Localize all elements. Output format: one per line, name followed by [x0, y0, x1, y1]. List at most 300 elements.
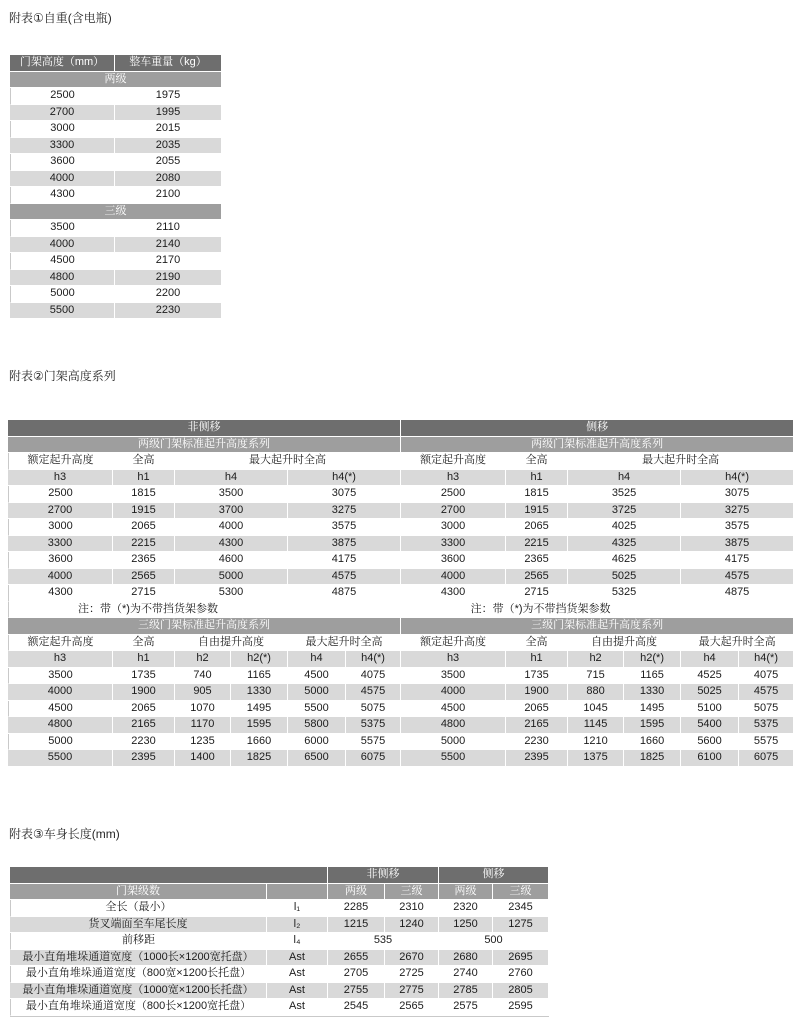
data-cell: 4000 — [401, 569, 506, 586]
table-row — [10, 253, 222, 270]
param-symbol: l₄ — [267, 933, 328, 950]
data-cell: 2165 — [113, 717, 175, 734]
data-cell: 2725 — [385, 966, 439, 983]
group-header: 额定起升高度 — [8, 453, 113, 470]
column-header: 门架级数 — [10, 884, 267, 901]
data-cell: 2715 — [113, 585, 175, 602]
data-cell: 3725 — [568, 503, 681, 520]
data-cell: 1825 — [231, 750, 288, 767]
data-cell: 4600 — [175, 552, 288, 569]
table3-title: 附表③车身长度(mm) — [9, 827, 120, 841]
data-cell: 3275 — [288, 503, 401, 520]
data-cell: 3875 — [288, 536, 401, 553]
table-row — [8, 503, 794, 520]
sub-header: h1 — [506, 651, 568, 668]
data-cell: 4575 — [681, 569, 794, 586]
data-cell: 5075 — [346, 701, 401, 718]
data-cell: 5100 — [681, 701, 739, 718]
sub-header: h2 — [568, 651, 624, 668]
data-cell: 3075 — [681, 486, 794, 503]
sub-header: h4(*) — [288, 470, 401, 487]
table1-self-weight — [10, 55, 222, 319]
data-cell: 2170 — [115, 253, 222, 270]
table-row — [10, 884, 549, 901]
column-header: 整车重量（kg） — [115, 55, 222, 72]
data-cell: 3525 — [568, 486, 681, 503]
data-cell: 2015 — [115, 121, 222, 138]
table-row — [10, 933, 549, 950]
data-cell: 4175 — [288, 552, 401, 569]
data-cell: 2740 — [439, 966, 493, 983]
data-cell: 1660 — [231, 734, 288, 751]
data-cell: 3000 — [10, 121, 115, 138]
data-cell: 4025 — [568, 519, 681, 536]
table-row — [8, 585, 794, 602]
data-cell: 4000 — [175, 519, 288, 536]
data-cell: 6000 — [288, 734, 346, 751]
table-row — [8, 701, 794, 718]
data-cell: 1900 — [113, 684, 175, 701]
data-cell: 4500 — [10, 253, 115, 270]
data-cell: 500 — [439, 933, 549, 950]
table-row — [8, 470, 794, 487]
data-cell: 2065 — [506, 701, 568, 718]
data-cell: 6100 — [681, 750, 739, 767]
data-cell: 2365 — [506, 552, 568, 569]
data-cell: 4000 — [8, 684, 113, 701]
data-cell: 4500 — [8, 701, 113, 718]
sub-header: h3 — [8, 470, 113, 487]
table2-title: 附表②门架高度系列 — [9, 369, 116, 383]
sub-header: h4 — [175, 470, 288, 487]
data-cell: 3075 — [288, 486, 401, 503]
data-cell: 2805 — [493, 983, 549, 1000]
sub-header: h2(*) — [231, 651, 288, 668]
table1-title: 附表①自重(含电瓶) — [9, 11, 112, 25]
data-cell: 2190 — [115, 270, 222, 287]
data-cell: 2695 — [493, 950, 549, 967]
table-row — [8, 651, 794, 668]
data-cell: 4000 — [8, 569, 113, 586]
data-cell: 2545 — [328, 999, 385, 1016]
sub-header: h4(*) — [739, 651, 794, 668]
data-cell: 4800 — [10, 270, 115, 287]
data-cell: 2065 — [506, 519, 568, 536]
data-cell: 3600 — [8, 552, 113, 569]
data-cell: 3300 — [8, 536, 113, 553]
data-cell: 1915 — [113, 503, 175, 520]
table-row — [10, 286, 222, 303]
table-row — [10, 966, 549, 983]
data-cell: 2230 — [113, 734, 175, 751]
data-cell: 2310 — [385, 900, 439, 917]
data-cell: 1165 — [624, 668, 681, 685]
data-cell: 5600 — [681, 734, 739, 751]
sub-header: 三级 — [385, 884, 439, 901]
row-label: 最小直角堆垛通道宽度（800宽×1200长托盘） — [10, 966, 267, 983]
data-cell: 2755 — [328, 983, 385, 1000]
data-cell: 2595 — [493, 999, 549, 1016]
data-cell: 2655 — [328, 950, 385, 967]
data-cell: 1495 — [231, 701, 288, 718]
data-cell: 3300 — [401, 536, 506, 553]
group-header: 最大起升时全高 — [288, 635, 401, 652]
sub-header: h1 — [506, 470, 568, 487]
data-cell: 2395 — [113, 750, 175, 767]
data-cell: 3600 — [401, 552, 506, 569]
data-cell: 2065 — [113, 701, 175, 718]
data-cell: 4500 — [401, 701, 506, 718]
group-header: 自由提升高度 — [568, 635, 681, 652]
data-cell: 2575 — [439, 999, 493, 1016]
data-cell: 1250 — [439, 917, 493, 934]
data-cell: 2345 — [493, 900, 549, 917]
data-cell: 4325 — [568, 536, 681, 553]
data-cell: 1165 — [231, 668, 288, 685]
section-header: 两级门架标准起升高度系列 — [401, 437, 794, 454]
param-symbol: Ast — [267, 966, 328, 983]
data-cell: 6500 — [288, 750, 346, 767]
table-row — [10, 303, 222, 320]
section-header: 两级门架标准起升高度系列 — [8, 437, 401, 454]
data-cell: 4075 — [739, 668, 794, 685]
table-row — [10, 187, 222, 204]
section-header: 三级 — [10, 204, 222, 221]
data-cell: 1825 — [624, 750, 681, 767]
group-header: 自由提升高度 — [175, 635, 288, 652]
data-cell: 2705 — [328, 966, 385, 983]
table2-mast-height-series — [8, 420, 794, 767]
data-cell: 4575 — [739, 684, 794, 701]
table-row — [8, 420, 794, 437]
table-row — [10, 900, 549, 917]
shift-header: 侧移 — [401, 420, 794, 437]
sub-header: 两级 — [328, 884, 385, 901]
data-cell: 2670 — [385, 950, 439, 967]
data-cell: 3000 — [8, 519, 113, 536]
data-cell: 3500 — [8, 668, 113, 685]
data-cell: 5000 — [175, 569, 288, 586]
data-cell: 5025 — [568, 569, 681, 586]
data-cell: 535 — [328, 933, 439, 950]
note-text: 注：带（*)为不带挡货架参数 — [8, 602, 288, 619]
data-cell: 2110 — [115, 220, 222, 237]
table-row — [8, 618, 794, 635]
data-cell: 1240 — [385, 917, 439, 934]
table-row — [8, 536, 794, 553]
data-cell: 5000 — [10, 286, 115, 303]
data-cell: 6075 — [739, 750, 794, 767]
data-cell: 1070 — [175, 701, 231, 718]
data-cell: 2140 — [115, 237, 222, 254]
table-row — [10, 983, 549, 1000]
data-cell: 2100 — [115, 187, 222, 204]
param-symbol: l₁ — [267, 900, 328, 917]
table-row — [8, 569, 794, 586]
table-row — [8, 635, 794, 652]
empty-cell — [288, 602, 346, 619]
table-row — [8, 453, 794, 470]
data-cell: 2230 — [506, 734, 568, 751]
data-cell: 2775 — [385, 983, 439, 1000]
data-cell: 2365 — [113, 552, 175, 569]
data-cell: 3500 — [175, 486, 288, 503]
data-cell: 2565 — [506, 569, 568, 586]
table-row — [10, 72, 222, 89]
data-cell: 5500 — [401, 750, 506, 767]
data-cell: 1595 — [231, 717, 288, 734]
table3-body-length — [10, 867, 549, 1017]
table-row — [10, 270, 222, 287]
data-cell: 4000 — [10, 171, 115, 188]
data-cell: 1215 — [328, 917, 385, 934]
data-cell: 3575 — [288, 519, 401, 536]
data-cell: 3300 — [10, 138, 115, 155]
table-row — [8, 717, 794, 734]
data-cell: 1375 — [568, 750, 624, 767]
column-header: 门架高度（mm） — [10, 55, 115, 72]
table-row — [8, 750, 794, 767]
data-cell: 5500 — [288, 701, 346, 718]
sub-header: h1 — [113, 470, 175, 487]
data-cell: 4575 — [346, 684, 401, 701]
table-row — [10, 917, 549, 934]
data-cell: 2500 — [401, 486, 506, 503]
data-cell: 2215 — [506, 536, 568, 553]
data-cell: 2500 — [10, 88, 115, 105]
data-cell: 2285 — [328, 900, 385, 917]
data-cell: 2395 — [506, 750, 568, 767]
data-cell: 4175 — [681, 552, 794, 569]
table-row — [8, 602, 794, 619]
data-cell: 4500 — [288, 668, 346, 685]
data-cell: 2760 — [493, 966, 549, 983]
param-symbol: Ast — [267, 983, 328, 1000]
row-label: 最小直角堆垛通道宽度（1000长×1200宽托盘） — [10, 950, 267, 967]
data-cell: 5000 — [8, 734, 113, 751]
data-cell: 1495 — [624, 701, 681, 718]
data-cell: 1330 — [231, 684, 288, 701]
data-cell: 2035 — [115, 138, 222, 155]
empty-cell — [267, 884, 328, 901]
data-cell: 2680 — [439, 950, 493, 967]
group-header: 额定起升高度 — [8, 635, 113, 652]
row-label: 全长（最小） — [10, 900, 267, 917]
data-cell: 4800 — [401, 717, 506, 734]
data-cell: 4875 — [681, 585, 794, 602]
empty-cell — [739, 602, 794, 619]
data-cell: 2165 — [506, 717, 568, 734]
data-cell: 3700 — [175, 503, 288, 520]
table-row — [10, 121, 222, 138]
data-cell: 1735 — [113, 668, 175, 685]
data-cell: 2500 — [8, 486, 113, 503]
empty-cell — [681, 602, 739, 619]
data-cell: 2065 — [113, 519, 175, 536]
row-label: 最小直角堆垛通道宽度（1000宽×1200长托盘） — [10, 983, 267, 1000]
param-symbol: l₂ — [267, 917, 328, 934]
data-cell: 5500 — [8, 750, 113, 767]
table-row — [10, 88, 222, 105]
data-cell: 3275 — [681, 503, 794, 520]
data-cell: 1210 — [568, 734, 624, 751]
row-label: 前移距 — [10, 933, 267, 950]
data-cell: 1900 — [506, 684, 568, 701]
row-label: 最小直角堆垛通道宽度（800长×1200宽托盘） — [10, 999, 267, 1016]
shift-header: 非侧移 — [8, 420, 401, 437]
data-cell: 880 — [568, 684, 624, 701]
data-cell: 3500 — [10, 220, 115, 237]
data-cell: 4000 — [10, 237, 115, 254]
section-header: 三级门架标准起升高度系列 — [401, 618, 794, 635]
data-cell: 1815 — [506, 486, 568, 503]
data-cell: 4625 — [568, 552, 681, 569]
group-header: 全高 — [506, 453, 568, 470]
data-cell: 4575 — [288, 569, 401, 586]
group-header: 全高 — [113, 635, 175, 652]
data-cell: 2700 — [8, 503, 113, 520]
data-cell: 2215 — [113, 536, 175, 553]
sub-header: h4(*) — [346, 651, 401, 668]
sub-header: h3 — [401, 651, 506, 668]
data-cell: 1170 — [175, 717, 231, 734]
row-label: 货叉端面至车尾长度 — [10, 917, 267, 934]
table-row — [8, 519, 794, 536]
table-row — [10, 867, 549, 884]
data-cell: 5800 — [288, 717, 346, 734]
table-row — [8, 734, 794, 751]
data-cell: 1275 — [493, 917, 549, 934]
data-cell: 4075 — [346, 668, 401, 685]
data-cell: 740 — [175, 668, 231, 685]
table-row — [8, 486, 794, 503]
data-cell: 1815 — [113, 486, 175, 503]
table-row — [8, 684, 794, 701]
data-cell: 5000 — [401, 734, 506, 751]
data-cell: 4300 — [175, 536, 288, 553]
data-cell: 1235 — [175, 734, 231, 751]
group-header: 额定起升高度 — [401, 635, 506, 652]
data-cell: 5300 — [175, 585, 288, 602]
sub-header: h1 — [113, 651, 175, 668]
group-header: 最大起升时全高 — [568, 453, 794, 470]
data-cell: 5075 — [739, 701, 794, 718]
data-cell: 3575 — [681, 519, 794, 536]
group-header: 额定起升高度 — [401, 453, 506, 470]
sub-header: h3 — [8, 651, 113, 668]
data-cell: 1660 — [624, 734, 681, 751]
data-cell: 1145 — [568, 717, 624, 734]
data-cell: 2700 — [10, 105, 115, 122]
data-cell: 6075 — [346, 750, 401, 767]
data-cell: 1975 — [115, 88, 222, 105]
data-cell: 5025 — [681, 684, 739, 701]
data-cell: 2700 — [401, 503, 506, 520]
data-cell: 5400 — [681, 717, 739, 734]
table-row — [10, 237, 222, 254]
table-row — [10, 171, 222, 188]
sub-header: h4 — [681, 651, 739, 668]
data-cell: 2320 — [439, 900, 493, 917]
data-cell: 3875 — [681, 536, 794, 553]
group-header: 全高 — [113, 453, 175, 470]
table-row — [10, 55, 222, 72]
data-cell: 4300 — [8, 585, 113, 602]
data-cell: 1995 — [115, 105, 222, 122]
data-cell: 715 — [568, 668, 624, 685]
data-cell: 4000 — [401, 684, 506, 701]
sub-header: 三级 — [493, 884, 549, 901]
group-header: 全高 — [506, 635, 568, 652]
data-cell: 1595 — [624, 717, 681, 734]
sub-header: h3 — [401, 470, 506, 487]
sub-header: h2 — [175, 651, 231, 668]
table-row — [8, 552, 794, 569]
data-cell: 5325 — [568, 585, 681, 602]
data-cell: 5500 — [10, 303, 115, 320]
data-cell: 4875 — [288, 585, 401, 602]
data-cell: 1400 — [175, 750, 231, 767]
data-cell: 2230 — [115, 303, 222, 320]
corner-cell — [10, 867, 328, 884]
data-cell: 2080 — [115, 171, 222, 188]
sub-header: 两级 — [439, 884, 493, 901]
data-cell: 1045 — [568, 701, 624, 718]
sub-header: h4 — [288, 651, 346, 668]
shift-header: 非侧移 — [328, 867, 439, 884]
data-cell: 2200 — [115, 286, 222, 303]
shift-header: 侧移 — [439, 867, 549, 884]
data-cell: 3500 — [401, 668, 506, 685]
table-row — [10, 138, 222, 155]
group-header: 最大起升时全高 — [175, 453, 401, 470]
data-cell: 2565 — [113, 569, 175, 586]
data-cell: 1735 — [506, 668, 568, 685]
param-symbol: Ast — [267, 999, 328, 1016]
data-cell: 4300 — [401, 585, 506, 602]
section-header: 两级 — [10, 72, 222, 89]
data-cell: 3000 — [401, 519, 506, 536]
section-header: 三级门架标准起升高度系列 — [8, 618, 401, 635]
data-cell: 2565 — [385, 999, 439, 1016]
note-text: 注：带（*)为不带挡货架参数 — [401, 602, 681, 619]
sub-header: h4 — [568, 470, 681, 487]
table-row — [10, 154, 222, 171]
table-row — [8, 668, 794, 685]
sub-header: h2(*) — [624, 651, 681, 668]
data-cell: 1330 — [624, 684, 681, 701]
data-cell: 5375 — [739, 717, 794, 734]
data-cell: 1915 — [506, 503, 568, 520]
data-cell: 3600 — [10, 154, 115, 171]
sub-header: h4(*) — [681, 470, 794, 487]
param-symbol: Ast — [267, 950, 328, 967]
data-cell: 905 — [175, 684, 231, 701]
data-cell: 4800 — [8, 717, 113, 734]
empty-cell — [346, 602, 401, 619]
table-row — [10, 105, 222, 122]
data-cell: 5575 — [346, 734, 401, 751]
data-cell: 2055 — [115, 154, 222, 171]
table-row — [10, 204, 222, 221]
table-row — [10, 999, 549, 1016]
data-cell: 2715 — [506, 585, 568, 602]
table-row — [8, 437, 794, 454]
table-row — [10, 220, 222, 237]
group-header: 最大起升时全高 — [681, 635, 794, 652]
data-cell: 4525 — [681, 668, 739, 685]
data-cell: 4300 — [10, 187, 115, 204]
